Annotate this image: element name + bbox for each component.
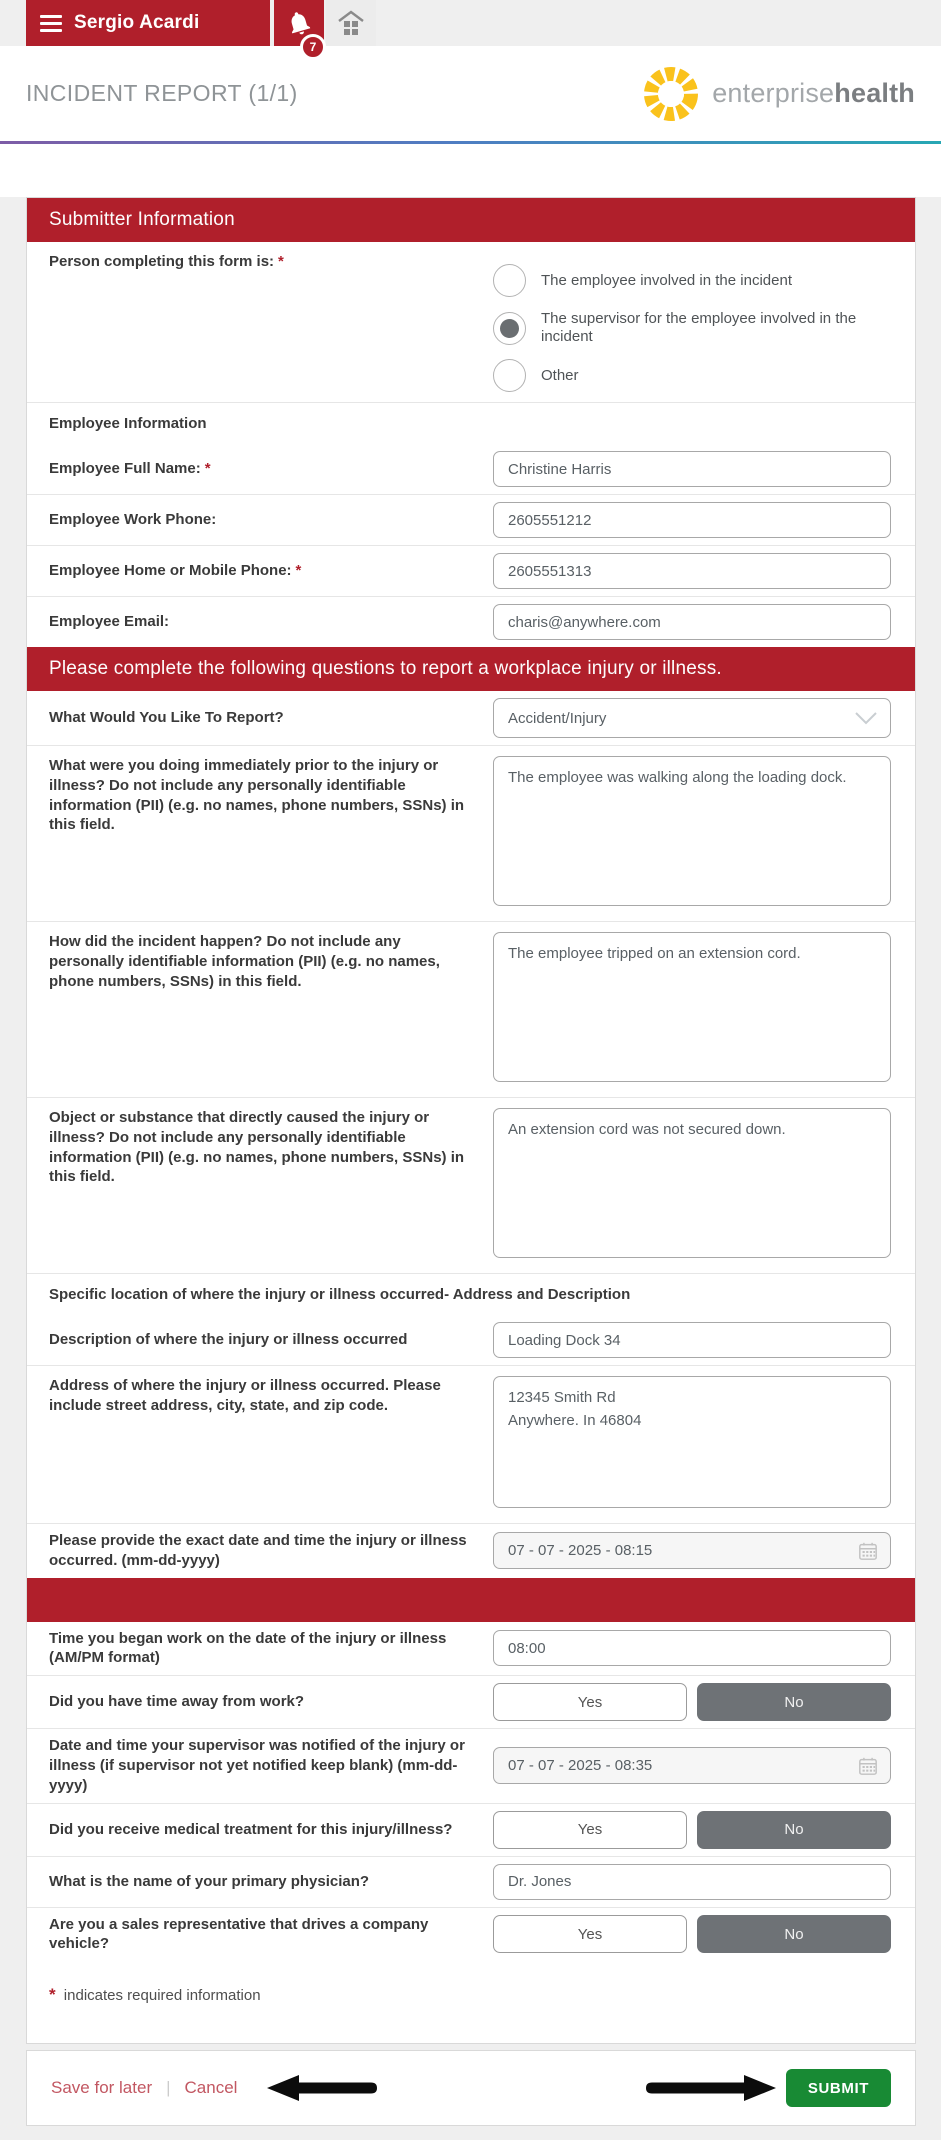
report-type-select[interactable]: Accident/Injury xyxy=(493,698,891,738)
logo-pinwheel-icon xyxy=(640,63,702,125)
employee-work-phone-row: Employee Work Phone: 2605551212 xyxy=(27,494,915,545)
how-incident-row: How did the incident happen? Do not include any personally identifiable information (PII) (e.g. no names, phone numbers, SSNs) in this field. The employee tripped on an extension cord. xyxy=(27,921,915,1097)
location-heading: Specific location of where the injury or illness occurred- Address and Description xyxy=(27,1273,915,1315)
radio-option-employee[interactable]: The employee involved in the incident xyxy=(493,264,891,297)
page-title: INCIDENT REPORT (1/1) xyxy=(26,80,298,106)
hamburger-icon xyxy=(40,15,62,32)
required-asterisk: * xyxy=(204,460,211,478)
required-asterisk: * xyxy=(278,253,284,270)
radio-button[interactable] xyxy=(493,264,526,297)
form-footer xyxy=(26,2050,916,2126)
person-completing-row xyxy=(27,242,915,402)
medical-treatment-no-button[interactable]: No xyxy=(697,1811,891,1849)
employee-information-heading: Employee Information xyxy=(27,402,915,444)
enterprise-health-logo xyxy=(640,63,915,125)
topbar xyxy=(0,0,941,54)
supervisor-notified-row: Date and time your supervisor was notified of the injury or illness (if supervisor not yet notified keep blank) (mm-dd-yyyy) 07 - 07 - 2025 - 08:35 xyxy=(27,1728,915,1802)
required-asterisk: * xyxy=(49,1985,56,2005)
object-substance-textarea[interactable] xyxy=(493,1108,891,1258)
radio-option-other[interactable]: Other xyxy=(493,359,891,392)
physician-input[interactable] xyxy=(493,1864,891,1900)
employee-home-phone-input[interactable] xyxy=(493,553,891,589)
annotation-arrow-right-icon xyxy=(643,2073,778,2103)
object-substance-row: Object or substance that directly caused the injury or illness? Do not include any personally identifiable information (PII) (e.g. no names, phone numbers, SSNs) in this field. An extension cord was not secured down. xyxy=(27,1097,915,1273)
time-away-yes-button[interactable]: Yes xyxy=(493,1683,687,1721)
location-description-input[interactable] xyxy=(493,1322,891,1358)
link-divider: | xyxy=(166,2078,171,2098)
supervisor-notified-input[interactable]: 07 - 07 - 2025 - 08:35 xyxy=(493,1747,891,1784)
person-completing-radio-group xyxy=(493,252,891,392)
address-textarea[interactable] xyxy=(493,1376,891,1508)
radio-button[interactable] xyxy=(493,359,526,392)
cancel-link[interactable]: Cancel xyxy=(184,2078,238,2098)
submit-button[interactable]: SUBMIT xyxy=(786,2069,891,2107)
employee-email-input[interactable] xyxy=(493,604,891,640)
report-type-row: What Would You Like To Report? Accident/Injury xyxy=(27,691,915,745)
bell-icon xyxy=(285,9,313,37)
medical-treatment-toggle xyxy=(493,1811,891,1849)
home-button[interactable] xyxy=(326,0,376,46)
time-began-input[interactable] xyxy=(493,1630,891,1666)
radio-button[interactable] xyxy=(493,312,526,345)
spacer xyxy=(0,144,941,197)
required-asterisk: * xyxy=(295,562,302,580)
annotation-arrow-left-icon xyxy=(265,2073,380,2103)
time-away-no-button[interactable]: No xyxy=(697,1683,891,1721)
notifications-button[interactable] xyxy=(274,0,324,54)
section-header-submitter: Submitter Information xyxy=(27,198,915,242)
time-away-toggle xyxy=(493,1683,891,1721)
notification-badge: 7 xyxy=(300,34,326,60)
sales-rep-no-button[interactable]: No xyxy=(697,1915,891,1953)
occurred-datetime-input[interactable]: 07 - 07 - 2025 - 08:15 xyxy=(493,1532,891,1569)
required-note: * indicates required information xyxy=(49,1985,261,2005)
time-began-row: Time you began work on the date of the injury or illness (AM/PM format) 08:00 xyxy=(27,1622,915,1676)
time-away-row: Did you have time away from work? Yes No xyxy=(27,1675,915,1728)
home-icon xyxy=(336,9,366,37)
page-header xyxy=(0,46,941,141)
employee-email-row: Employee Email: charis@anywhere.com xyxy=(27,596,915,647)
spacer xyxy=(0,2126,941,2140)
medical-treatment-row: Did you receive medical treatment for this injury/illness? Yes No xyxy=(27,1803,915,1856)
occurred-datetime-row: Please provide the exact date and time the injury or illness occurred. (mm-dd-yyyy) 07 - 07 - 2025 - 08:15 xyxy=(27,1523,915,1578)
radio-option-supervisor[interactable]: The supervisor for the employee involved in the incident xyxy=(493,310,891,346)
calendar-icon[interactable] xyxy=(858,1756,878,1776)
employee-full-name-input[interactable] xyxy=(493,451,891,487)
address-row: Address of where the injury or illness occurred. Please include street address, city, state, and zip code. 12345 Smith Rd Anywhere. In 46804 xyxy=(27,1365,915,1523)
employee-full-name-row: Employee Full Name: * Christine Harris xyxy=(27,444,915,494)
sales-rep-yes-button[interactable]: Yes xyxy=(493,1915,687,1953)
calendar-icon[interactable] xyxy=(858,1541,878,1561)
chevron-down-icon xyxy=(854,712,878,725)
section-header-details xyxy=(27,1578,915,1622)
how-incident-textarea[interactable] xyxy=(493,932,891,1082)
physician-row: What is the name of your primary physician? Dr. Jones xyxy=(27,1856,915,1907)
location-description-row: Description of where the injury or illness occurred Loading Dock 34 xyxy=(27,1315,915,1365)
employee-work-phone-input[interactable] xyxy=(493,502,891,538)
employee-home-phone-row: Employee Home or Mobile Phone: * 2605551313 xyxy=(27,545,915,596)
user-menu-button[interactable] xyxy=(26,0,270,46)
prior-activity-textarea[interactable] xyxy=(493,756,891,906)
logo-text: enterprisehealth xyxy=(712,78,915,108)
save-for-later-link[interactable]: Save for later xyxy=(51,2078,153,2098)
person-completing-label: Person completing this form is: * xyxy=(49,253,284,270)
medical-treatment-yes-button[interactable]: Yes xyxy=(493,1811,687,1849)
sales-rep-row: Are you a sales representative that drives a company vehicle? Yes No xyxy=(27,1907,915,1962)
incident-report-form xyxy=(26,197,916,2044)
section-header-questions: Please complete the following questions to report a workplace injury or illness. xyxy=(27,647,915,691)
user-name: Sergio Acardi xyxy=(74,12,200,33)
sales-rep-toggle xyxy=(493,1915,891,1953)
prior-activity-row: What were you doing immediately prior to the injury or illness? Do not include any personally identifiable information (PII) (e.g. no names, phone numbers, SSNs) in this field. The employee was walking along the loading dock. xyxy=(27,745,915,921)
